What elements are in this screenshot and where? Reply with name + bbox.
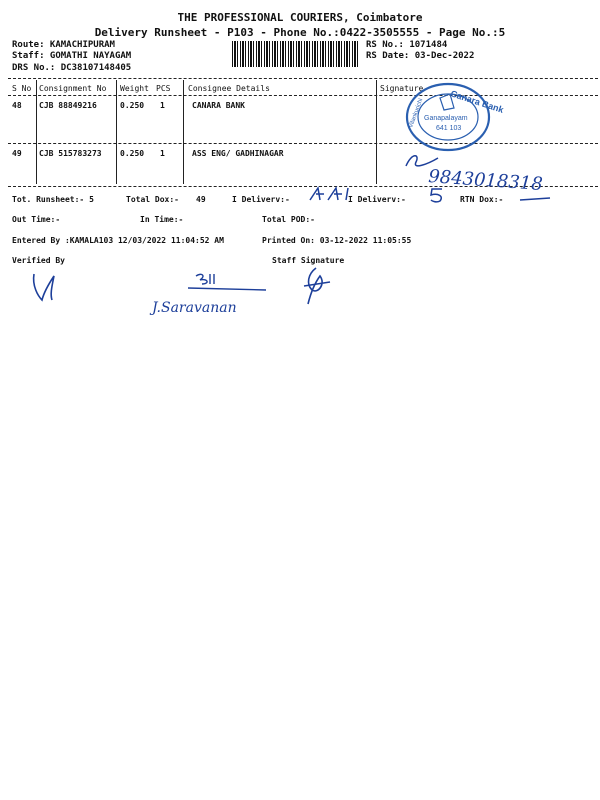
row1-pcs: 1 — [160, 101, 165, 110]
row1-consignee: CANARA BANK — [192, 101, 245, 110]
printed-on: Printed On: 03-12-2022 11:05:55 — [262, 236, 412, 245]
handwritten-phone: 9843018318 — [427, 166, 544, 195]
col-divider — [376, 80, 377, 184]
handwritten-dash — [518, 194, 552, 204]
recipient-signature — [148, 270, 278, 320]
entered-by: Entered By :KAMALA103 12/03/2022 11:04:52 AM — [12, 236, 224, 245]
verifier-signature — [28, 266, 68, 306]
bank-stamp — [402, 80, 505, 154]
header-pcs: PCS — [156, 84, 171, 93]
handwritten-signature — [398, 148, 578, 195]
company-name: THE PROFESSIONAL COURIERS, Coimbatore — [177, 11, 423, 24]
col-divider — [116, 80, 117, 184]
in-time: In Time:- — [140, 215, 184, 224]
tot-runsheet: Tot. Runsheet:- 5 — [12, 195, 94, 204]
drs-number: DRS No.: DC38107148405 — [12, 63, 132, 73]
total-dox-value: 49 — [196, 195, 206, 204]
row1-consignment: CJB 88849216 — [39, 101, 97, 110]
delivery-label-2: I Deliverv:- — [348, 195, 406, 204]
total-dox-label: Total Dox:- — [126, 195, 179, 204]
col-divider — [36, 80, 37, 184]
staff: Staff: GOMATHI NAYAGAM — [12, 51, 132, 61]
row2-consignee: ASS ENG/ GADHINAGAR — [192, 149, 284, 158]
col-divider — [183, 80, 184, 184]
stamp-sub: Ganapalayam — [424, 115, 468, 122]
barcode — [232, 41, 360, 67]
staff-signature — [296, 264, 336, 308]
header-weight: Weight — [120, 84, 149, 93]
route: Route: KAMACHIPURAM — [12, 40, 115, 50]
stamp-pin: 641 103 — [436, 125, 462, 132]
rs-number: RS No.: 1071484 — [366, 40, 448, 50]
runsheet-title: Delivery Runsheet - P103 - Phone No.:0422-3505555 - Page No.:5 — [94, 26, 506, 39]
handwritten-mark-2 — [426, 186, 450, 204]
row-rule-1 — [8, 143, 598, 144]
row2-pcs: 1 — [160, 149, 165, 158]
table-header-rule — [8, 95, 598, 96]
row2-weight: 0.250 — [120, 149, 145, 158]
header-consignee: Consignee Details — [188, 84, 270, 93]
staff-signature-label: Staff Signature — [272, 256, 345, 265]
row1-sno: 48 — [12, 101, 22, 110]
total-pod: Total POD:- — [262, 215, 315, 224]
row2-sno: 49 — [12, 149, 22, 158]
header-signature: Signature — [380, 84, 424, 93]
stamp-branch: Vilankurichi — [408, 97, 425, 129]
delivery-label-1: I Deliverv:- — [232, 195, 290, 204]
out-time: Out Time:- — [12, 215, 61, 224]
row1-weight: 0.250 — [120, 101, 145, 110]
stamp-bank-name: Canara Bank — [449, 88, 505, 115]
table-top-rule — [8, 78, 598, 79]
header-consignment: Consignment No — [39, 84, 107, 93]
row2-consignment: CJB 515783273 — [39, 149, 102, 158]
header-sno: S No — [12, 84, 32, 93]
rtn-dox-label: RTN Dox:- — [460, 195, 504, 204]
rs-date: RS Date: 03-Dec-2022 — [366, 51, 475, 61]
verified-by: Verified By — [12, 256, 65, 265]
recipient-name-handwritten: J.Saravanan — [152, 300, 237, 316]
